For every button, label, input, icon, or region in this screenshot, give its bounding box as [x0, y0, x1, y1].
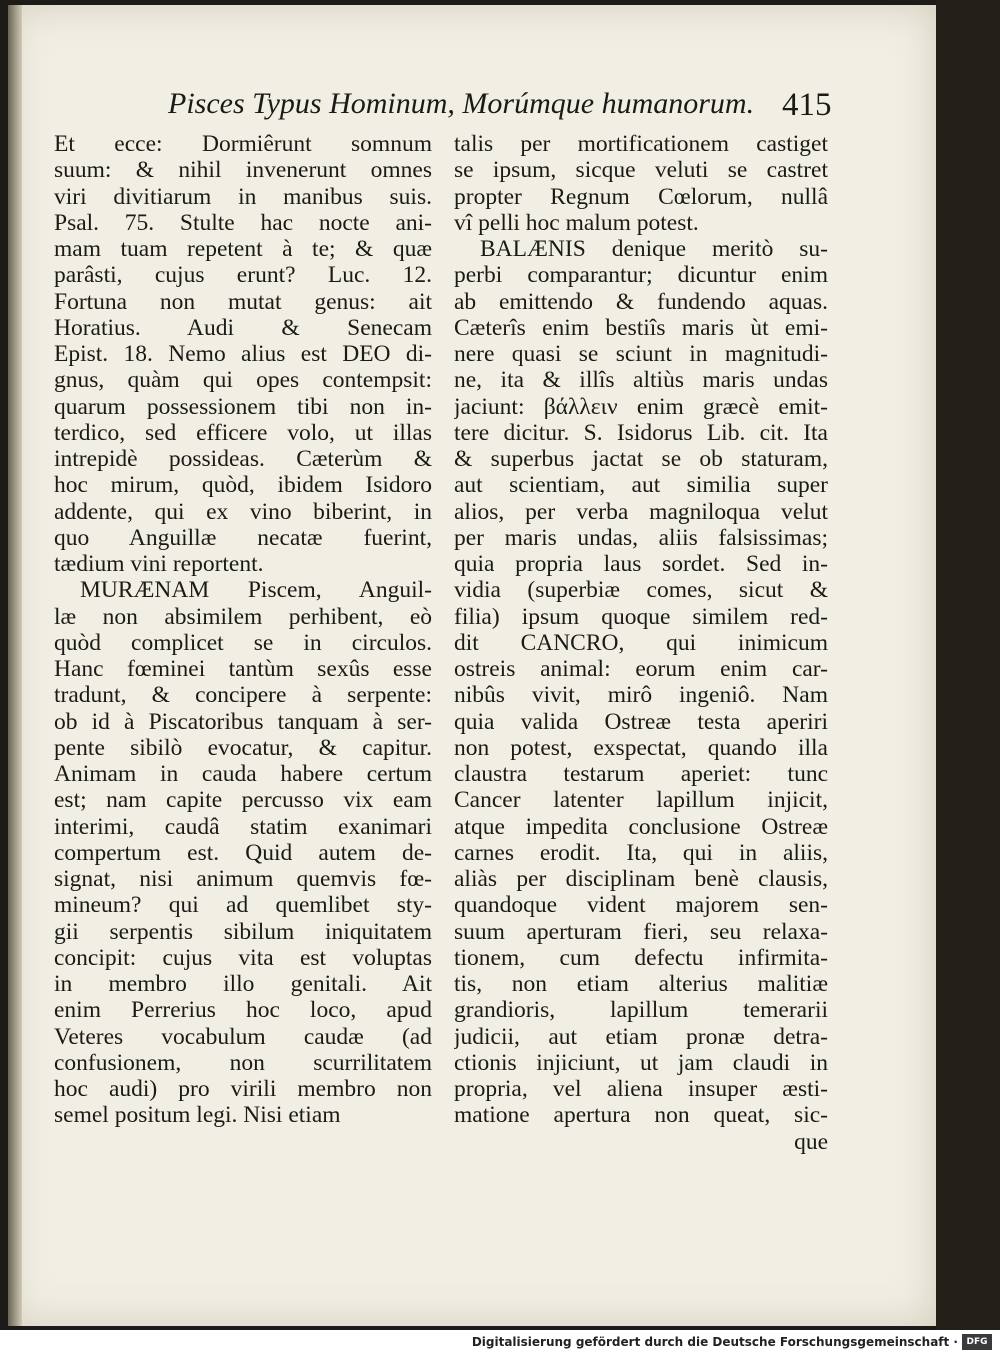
text-line: mineum? qui ad quemlibet sty- — [54, 892, 432, 919]
text-line: dit CANCRO, qui inimicum — [454, 629, 828, 656]
text-line: aliàs per disciplinam benè clausis, — [454, 866, 828, 892]
text-line: Veteres vocabulum caudæ (ad — [54, 1023, 432, 1050]
text-line: Et ecce: Dormiêrunt somnum — [54, 131, 432, 157]
text-line: Animam in cauda habere certum — [54, 761, 432, 787]
text-line: per maris undas, aliis falsissimas; — [454, 524, 828, 551]
text-line: tradunt, & concipere à serpente: — [54, 682, 432, 709]
text-line: addente, qui ex vino biberint, in — [54, 498, 432, 525]
funding-credit: Digitalisierung gefördert durch die Deutsche Forschungsgemeinschaft · — [471, 1335, 958, 1349]
text-line: nibûs vivit, mirô ingeniô. Nam — [454, 682, 828, 709]
text-line: suum: & nihil invenerunt omnes — [54, 157, 432, 184]
text-line: læ non absimilem perhibent, eò — [54, 603, 432, 630]
book-page — [8, 5, 936, 1326]
text-line: tis, non etiam alterius malitiæ — [454, 971, 828, 997]
text-line: talis per mortificationem castiget — [454, 131, 828, 157]
text-line: Fortuna non mutat genus: ait — [54, 288, 432, 315]
text-line: est; nam capite percusso vix eam — [54, 787, 432, 814]
text-line: ostreis animal: eorum enim car- — [454, 656, 828, 682]
text-line: quo Anguillæ necatæ fuerint, — [54, 524, 432, 551]
digitization-footer — [0, 1330, 1000, 1356]
text-line: gnus, quàm qui opes contempsit: — [54, 367, 432, 394]
text-line: claustra testarum aperiet: tunc — [454, 761, 828, 787]
text-line: perbi comparantur; dicuntur enim — [454, 262, 828, 289]
dfg-logo: DFG — [962, 1334, 992, 1350]
text-line: Hanc fœminei tantùm sexûs esse — [54, 656, 432, 682]
text-line: ne, ita & illîs altiùs maris undas — [454, 367, 828, 394]
text-line: judicii, aut etiam pronæ detra- — [454, 1023, 828, 1050]
text-line: tionem, cum defectu infirmita- — [454, 944, 828, 971]
text-line: ob id à Piscatoribus tanquam à ser- — [54, 708, 432, 735]
text-line: & superbus jactat se ob staturam, — [454, 446, 828, 472]
text-line: enim Perrerius hoc loco, apud — [54, 997, 432, 1024]
text-line: tædium vini reportent. — [54, 551, 264, 577]
text-line: Cæterîs enim bestiîs maris ùt emi- — [454, 314, 828, 341]
text-line: suum aperturam fieri, seu relaxa- — [454, 918, 828, 945]
text-line: viri divitiarum in manibus suis. — [54, 183, 432, 210]
text-line: matione apertura non queat, sic- — [454, 1102, 828, 1129]
text-line: propria, vel aliena insuper æsti- — [454, 1076, 828, 1102]
text-line: vî pelli hoc malum potest. — [454, 209, 699, 236]
text-line: MURÆNAM Piscem, Anguil- — [80, 577, 432, 604]
text-line: tere dicitur. S. Isidorus Lib. cit. Ita — [454, 419, 828, 446]
text-line: quarum possessionem tibi non in- — [54, 393, 432, 420]
text-line: in membro illo genitali. Ait — [54, 971, 432, 997]
text-line: quia propria laus sordet. Sed in- — [454, 551, 828, 577]
right-text-column — [454, 131, 828, 1155]
page-header — [168, 87, 868, 131]
text-line: nere quasi se sciunt in magnitudi- — [454, 341, 828, 367]
text-line: compertum est. Quid autem de- — [54, 839, 432, 866]
text-line: pente sibilò evocatur, & capitur. — [54, 734, 432, 761]
text-line: interimi, caudâ statim exanimari — [54, 813, 432, 840]
text-line: propter Regnum Cœlorum, nullâ — [454, 183, 828, 210]
text-line: atque impedita conclusione Ostreæ — [454, 813, 828, 840]
text-line: hoc mirum, quòd, ibidem Isidoro — [54, 472, 432, 499]
text-line: se ipsum, sicque veluti se castret — [454, 157, 828, 184]
text-line: mam tuam repetent à te; & quæ — [54, 236, 432, 262]
text-line: gii serpentis sibilum iniquitatem — [54, 918, 432, 945]
text-line: BALÆNIS denique meritò su- — [480, 236, 828, 262]
page-spine-shadow — [8, 5, 22, 1326]
text-line: quandoque vident majorem sen- — [454, 892, 828, 919]
running-title: Pisces Typus Hominum, Morúmque humanorum. — [168, 87, 755, 120]
text-line: alios, per verba magniloqua velut — [454, 498, 828, 525]
text-line: confusionem, non scurrilitatem — [54, 1049, 432, 1076]
page-number: 415 — [782, 87, 832, 123]
text-line: carnes erodit. Ita, qui in aliis, — [454, 839, 828, 866]
text-line: Horatius. Audi & Senecam — [54, 314, 432, 341]
text-line: intrepidè possideas. Cæterùm & — [54, 446, 432, 472]
text-line: que — [794, 1128, 828, 1155]
text-line: parâsti, cujus erunt? Luc. 12. — [54, 262, 432, 289]
text-line: Psal. 75. Stulte hac nocte ani- — [54, 209, 432, 236]
text-line: vidia (superbiæ comes, sicut & — [454, 577, 828, 604]
text-line: grandioris, lapillum temerarii — [454, 997, 828, 1024]
left-text-column — [54, 131, 432, 1129]
text-line: ctionis injiciunt, ut jam claudi in — [454, 1049, 828, 1076]
scan-background-edge — [936, 0, 1000, 1330]
text-line: concipit: cujus vita est voluptas — [54, 944, 432, 971]
text-line: non potest, exspectat, quando illa — [454, 734, 828, 761]
text-line: jaciunt: βάλλειν enim græcè emit- — [454, 393, 828, 420]
text-line: hoc audi) pro virili membro non — [54, 1076, 432, 1102]
text-line: ab emittendo & fundendo aquas. — [454, 288, 828, 315]
text-line: terdico, sed efficere volo, ut illas — [54, 419, 432, 446]
text-line: Epist. 18. Nemo alius est DEO di- — [54, 341, 432, 367]
text-line: quòd complicet se in circulos. — [54, 629, 432, 656]
text-line: quia valida Ostreæ testa aperiri — [454, 708, 828, 735]
text-line: semel positum legi. Nisi etiam — [54, 1102, 341, 1129]
text-line: signat, nisi animum quemvis fœ- — [54, 866, 432, 892]
text-line: aut scientiam, aut similia super — [454, 472, 828, 499]
text-line: Cancer latenter lapillum injicit, — [454, 787, 828, 814]
text-line: filia) ipsum quoque similem red- — [454, 603, 828, 630]
